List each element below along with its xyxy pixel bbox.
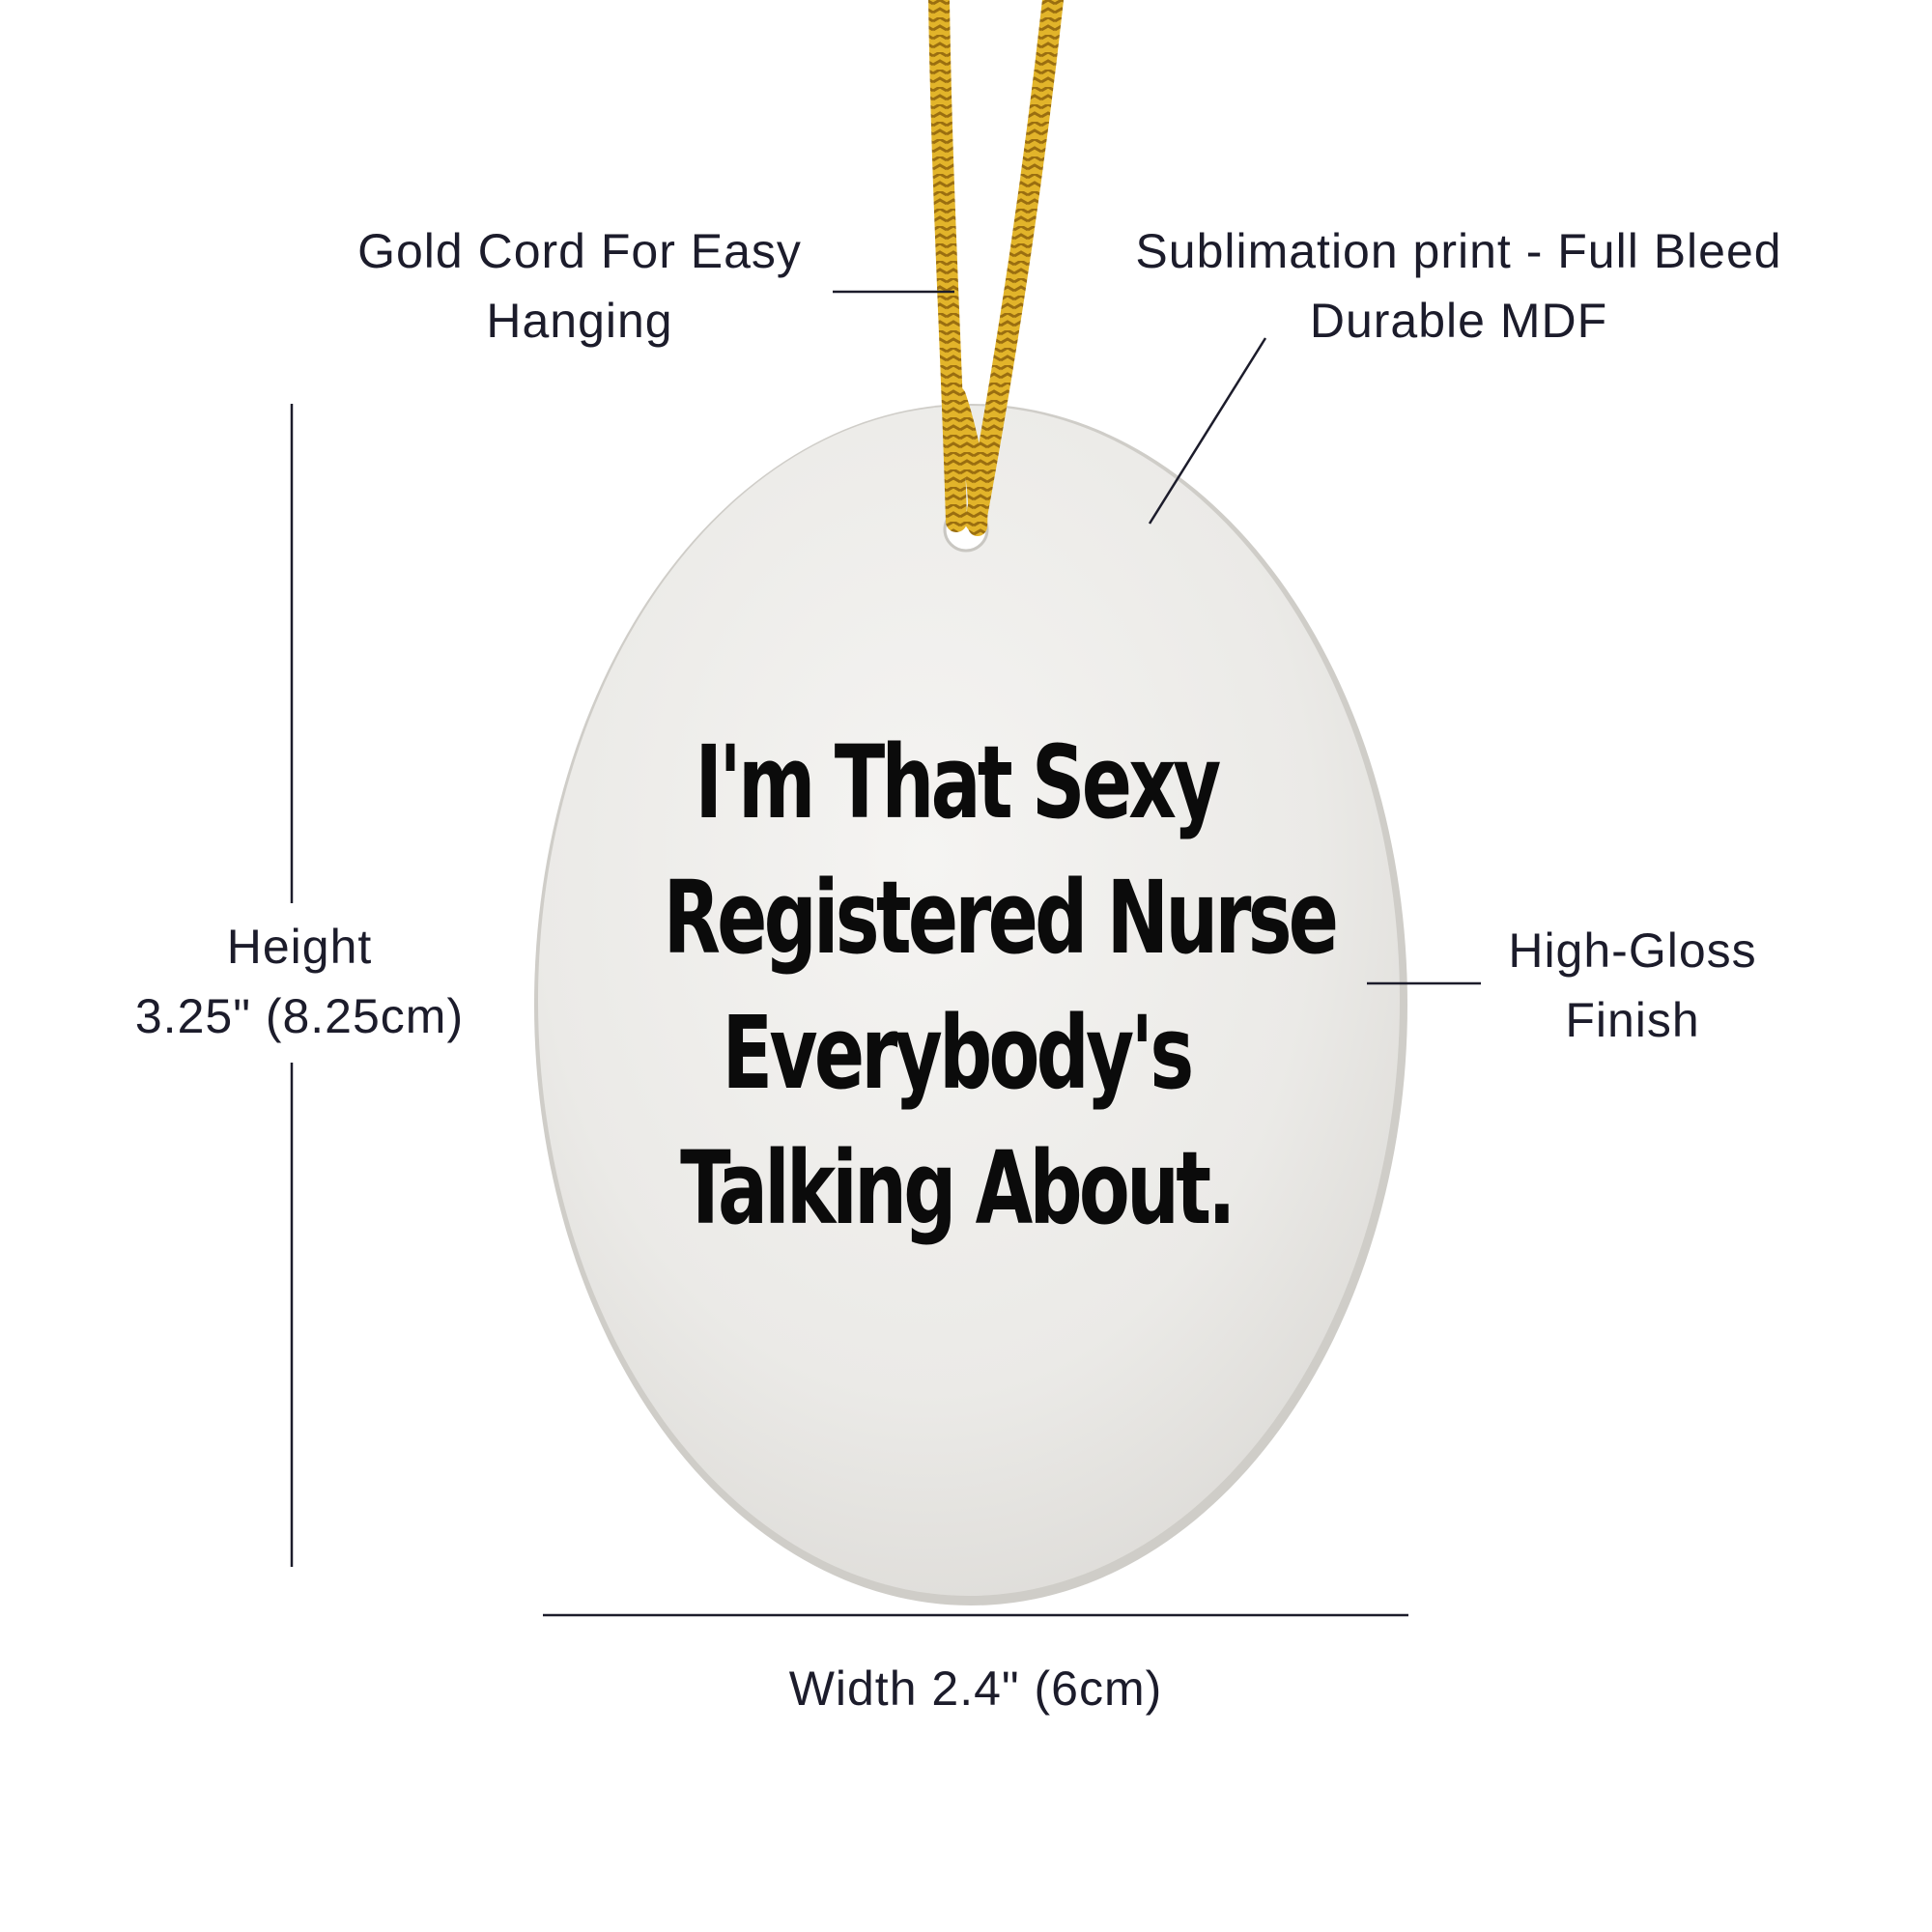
ornament-print — [663, 715, 1336, 1256]
ornament-line: Everybody's — [722, 994, 1191, 1112]
width-callout — [734, 1654, 1217, 1723]
ornament-line: Talking About. — [680, 1129, 1233, 1247]
finish-callout-line1: High-Gloss — [1508, 923, 1757, 978]
cord-callout — [338, 216, 821, 355]
finish-callout-line2: Finish — [1565, 993, 1700, 1047]
cord-callout-line1: Gold Cord For Easy — [357, 224, 802, 278]
height-callout-line1: Height — [226, 920, 373, 974]
cord-callout-line2: Hanging — [486, 294, 673, 348]
finish-callout — [1478, 916, 1787, 1055]
ornament-line: Registered Nurse — [663, 859, 1336, 977]
width-callout-text: Width 2.4" (6cm) — [788, 1662, 1163, 1716]
print-callout-line1: Sublimation print - Full Bleed — [1135, 224, 1782, 278]
height-callout-line2: 3.25" (8.25cm) — [134, 989, 465, 1043]
ornament-line: I'm That Sexy — [695, 724, 1218, 841]
print-leader-line — [1150, 338, 1265, 524]
height-callout — [97, 912, 502, 1051]
print-callout-line2: Durable MDF — [1309, 294, 1608, 348]
print-callout — [1101, 216, 1816, 355]
